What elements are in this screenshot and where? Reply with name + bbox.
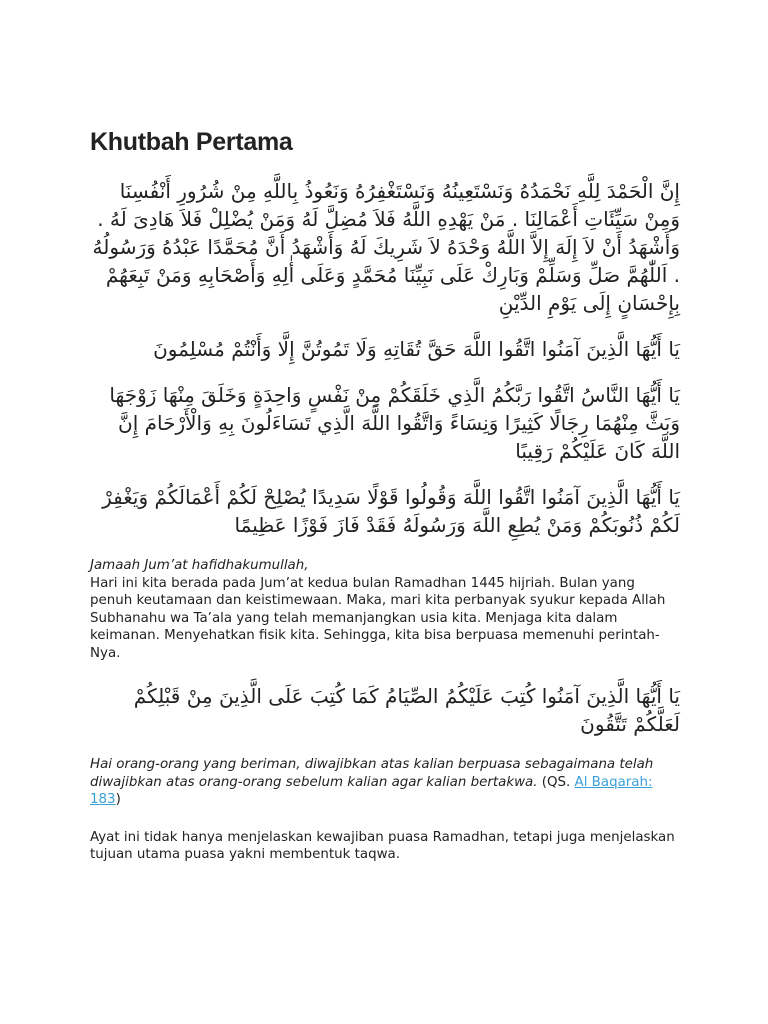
reference-suffix: ) <box>115 792 121 807</box>
translation-text: Hai orang-orang yang beriman, diwajibkan atas kalian berpuasa sebagaimana telah diwajibkan atas orang-orang sebelum kalian agar kalian bertakwa. <box>90 757 654 790</box>
closing-paragraph: Ayat ini tidak hanya menjelaskan kewajiban puasa Ramadhan, tetapi juga menjelaskan tujuan utama puasa yakni membentuk taqwa. <box>90 829 675 862</box>
arabic-verse-an-nisa: يَا أَيُّهَا النَّاسُ اتَّقُوا رَبَّكُمُ الَّذِي خَلَقَكُمْ مِنْ نَفْسٍ وَاحِدَةٍ وَخَلَقَ مِنْهَا زَوْجَهَا وَبَثَّ مِنْهُمَا رِجَالًا كَثِيرًا وَنِسَاءً وَاتَّقُوا اللَّهَ الَّذِي تَسَاءَلُونَ بِهِ وَالْأَرْحَامَ إِنَّ اللَّهَ كَانَ عَلَيْكُمْ رَقِيبًا <box>109 383 680 463</box>
arabic-opening-praise: إِنَّ الْحَمْدَ لِلَّهِ نَحْمَدُهُ وَنَسْتَعِينُهُ وَنَسْتَغْفِرُهُ وَنَعُوذُ بِاللَّهِ مِنْ شُرُورِ أَنْفُسِنَا وَمِنْ سَيِّئَاتِ أَعْمَالِنَا . مَنْ يَهْدِهِ اللَّهُ فَلاَ مُضِلَّ لَهُ وَمَنْ يُضْلِلْ فَلاَ هَادِىَ لَهُ . وَأَشْهَدُ أَنْ لاَ إِلَهَ إِلاَّ اللَّهُ وَحْدَهُ لاَ شَرِيكَ لَهُ وَأَشْهَدُ أَنَّ مُحَمَّدًا عَبْدُهُ وَرَسُولُهُ . اَللّٰهُمَّ صَلِّ وَسَلِّمْ وَبَارِكْ عَلَى نَبِيِّنَا مُحَمَّدٍ وَعَلَى أٰلِهِ وَأَصْحَابِهِ وَمَنْ تَبِعَهُمْ بِإِحْسَانٍ إِلَى يَوْمِ الدِّيْنِ <box>92 179 680 315</box>
arabic-verse-al-baqarah: يَا أَيُّهَا الَّذِينَ آمَنُوا كُتِبَ عَلَيْكُمُ الصِّيَامُ كَمَا كُتِبَ عَلَى الَّذِينَ مِنْ قَبْلِكُمْ لَعَلَّكُمْ تَتَّقُونَ <box>133 684 680 736</box>
page-title: Khutbah Pertama <box>90 128 293 156</box>
intro-paragraph: Hari ini kita berada pada Jum’at kedua bulan Ramadhan 1445 hijriah. Bulan yang penuh keutamaan dan keistimewaan. Maka, mari kita perbanyak syukur kepada Allah Subhanahu wa Ta’ala yang telah memanjangkan usia kita. Menjaga kita dalam keimanan. Menyehatkan fisik kita. Sehingga, kita bisa berpuasa memenuhi perintah-Nya. <box>90 575 666 661</box>
arabic-verse-al-ahzab: يَا أَيُّهَا الَّذِينَ آمَنُوا اتَّقُوا اللَّهَ وَقُولُوا قَوْلًا سَدِيدًا يُصْلِحْ لَكُمْ أَعْمَالَكُمْ وَيَغْفِرْ لَكُمْ ذُنُوبَكُمْ وَمَنْ يُطِعِ اللَّهَ وَرَسُولَهُ فَقَدْ فَازَ فَوْزًا عَظِيمًا <box>102 485 680 537</box>
arabic-verse-ali-imran: يَا أَيُّهَا الَّذِينَ آمَنُوا اتَّقُوا اللَّهَ حَقَّ تُقَاتِهِ وَلَا تَمُوتُنَّ إِلَّا وَأَنْتُمْ مُسْلِمُونَ <box>153 337 680 361</box>
reference-prefix: (QS. <box>537 774 575 790</box>
reference-link[interactable]: Al Baqarah: 183 <box>90 774 653 807</box>
document-body <box>90 128 680 884</box>
greeting-line: Jamaah Jum’at hafidhakumullah, <box>90 558 309 573</box>
translation-paragraph <box>90 756 680 809</box>
